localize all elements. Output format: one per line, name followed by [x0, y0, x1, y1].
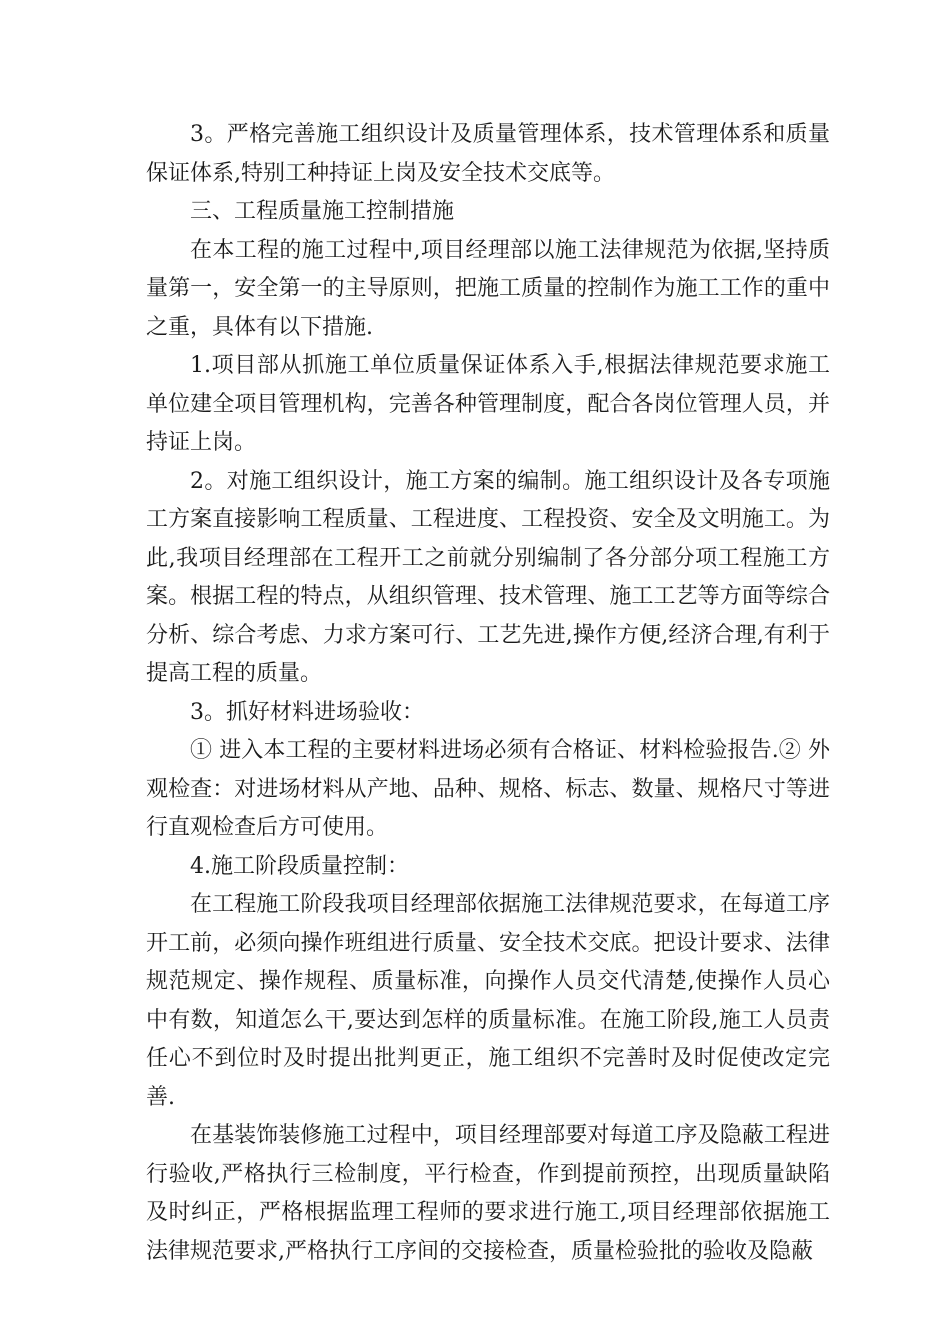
paragraph-decoration-acceptance: 在基装饰装修施工过程中，项目经理部要对每道工序及隐蔽工程进行验收,严格执行三检制度，平行检查，作到提前预控，出现质量缺陷及时纠正，严格根据监理工程师的要求进行施工,项目经理部依据施工法律规范要求,严格执行工序间的交接检查，质量检验批的验收及隐蔽	[146, 1123, 830, 1264]
paragraph-item-4-heading: 4.施工阶段质量控制：	[190, 853, 409, 879]
paragraph-construction-stage: 在工程施工阶段我项目经理部依据施工法律规范要求，在每道工序开工前，必须向操作班组进行质量、安全技术交底。把设计要求、法律规范规定、操作规程、质量标准，向操作人员交代清楚,使操作人员心中有数，知道怎么干,要达到怎样的质量标准。在施工阶段,施工人员责任心不到位时及时提出批判更正，施工组织不完善时及时促使改定完善.	[146, 892, 830, 1110]
paragraph-quality-system: 3。严格完善施工组织设计及质量管理体系，技术管理体系和质量保证体系,特别工种持证上岗及安全技术交底等。	[146, 122, 830, 186]
document-body	[146, 116, 830, 1271]
section-heading-quality-control: 三、工程质量施工控制措施	[190, 199, 455, 224]
paragraph-item-2: 2。对施工组织设计，施工方案的编制。施工组织设计及各专项施工方案直接影响工程质量、工程进度、工程投资、安全及文明施工。为此,我项目经理部在工程开工之前就分别编制了各分部分项工程施工方案。根据工程的特点，从组织管理、技术管理、施工工艺等方面等综合分析、综合考虑、力求方案可行、工艺先进,操作方便,经济合理,有利于提高工程的质量。	[146, 468, 830, 686]
paragraph-item-1: 1.项目部从抓施工单位质量保证体系入手,根据法律规范要求施工单位建全项目管理机构，完善各种管理制度，配合各岗位管理人员，并持证上岗。	[146, 353, 830, 455]
paragraph-intro: 在本工程的施工过程中,项目经理部以施工法律规范为依据,坚持质量第一，安全第一的主导原则，把施工质量的控制作为施工工作的重中之重，具体有以下措施.	[146, 237, 830, 340]
paragraph-material-inspection: ① 进入本工程的主要材料进场必须有合格证、材料检验报告.② 外观检查：对进场材料从产地、品种、规格、标志、数量、规格尺寸等进行直观检查后方可使用。	[146, 738, 830, 840]
paragraph-item-3-heading: 3。抓好材料进场验收：	[190, 699, 424, 725]
